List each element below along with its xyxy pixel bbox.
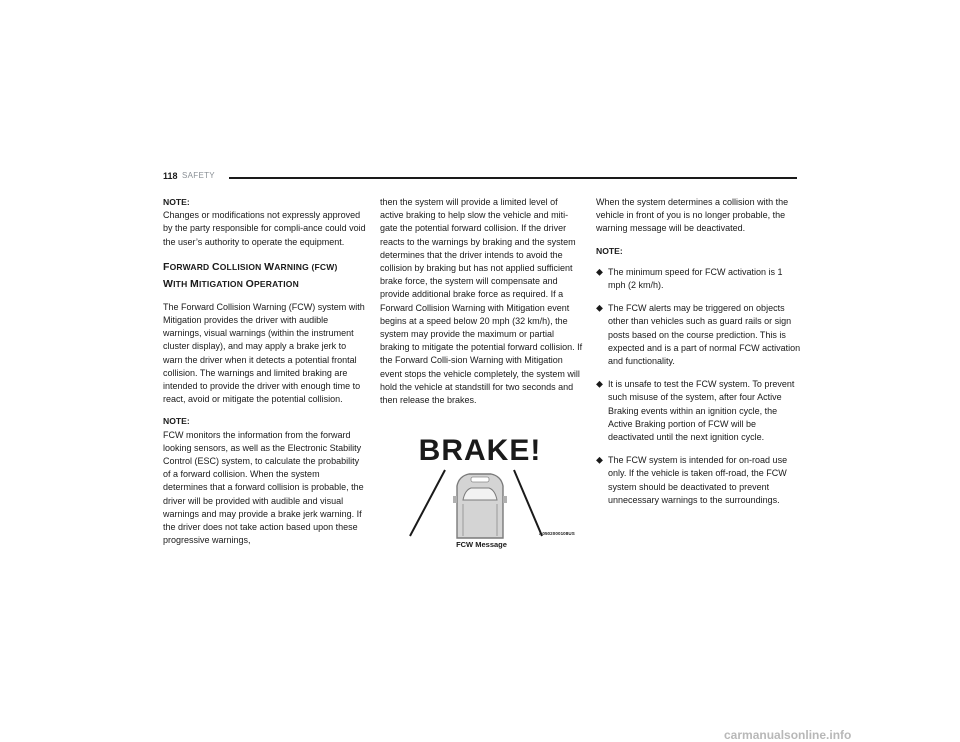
body-paragraph: then the system will provide a limited level of active braking to help slow the vehicle and miti-gate the potential forward collision. If the driver reacts to the warnings by braking and the system determines that the driver intends to avoid the collision by braking but has not applied sufficient brake force, the system will compensate and provide additional brake force as required. If a Forward Collision Warning with Mitigation event begins at a speed below 20 mph (32 km/h), the system may provide the maximum or partial braking to mitigate the potential forward collision. If the Forward Colli-sion Warning with Mitigation event stops the vehicle completely, the system will hold the vehicle at standstill for two seconds and then release the brakes. bbox=[380, 197, 583, 406]
page-header bbox=[163, 171, 797, 187]
car-mirror bbox=[471, 477, 489, 482]
figure-code: A0502000108US bbox=[539, 531, 575, 536]
column-right bbox=[596, 196, 801, 517]
section-heading bbox=[163, 259, 366, 293]
figure-caption: FCW Message bbox=[456, 540, 507, 549]
intro-paragraph: The Forward Collision Warning (FCW) system with Mitigation provides the driver with audible warnings, visual warnings (within the instrument cluster display), and may apply a brake jerk to warn the driver when it detects a potential frontal collision. The warnings and limited braking are intended to provide the driver with enough time to react, avoid or mitigate the potential collision. bbox=[163, 301, 365, 405]
list-item bbox=[596, 302, 801, 368]
list-item bbox=[596, 266, 801, 292]
list-item-text: The minimum speed for FCW activation is 1 mph (2 km/h). bbox=[608, 266, 783, 291]
page-number: 118 bbox=[163, 171, 178, 181]
column-middle bbox=[380, 196, 583, 416]
heading-char: O bbox=[245, 277, 255, 290]
heading-char: C bbox=[211, 260, 220, 273]
note-label: NOTE: bbox=[163, 197, 190, 207]
diamond-bullet-icon: ⬥ bbox=[596, 455, 603, 467]
fcw-message-figure bbox=[407, 426, 554, 551]
heading-char: W bbox=[264, 260, 275, 273]
car-mirror-right bbox=[503, 496, 507, 503]
car-mirror-left bbox=[453, 496, 457, 503]
heading-part: ITH bbox=[173, 278, 190, 289]
heading-char: M bbox=[189, 277, 199, 290]
list-item bbox=[596, 454, 801, 507]
list-item-text: The FCW alerts may be triggered on objects other than vehicles such as guard rails or sign posts based on the course prediction. This is expected and is a part of normal FCW activation and functionality. bbox=[608, 303, 801, 367]
diamond-bullet-icon: ⬥ bbox=[596, 266, 603, 278]
column-left bbox=[163, 196, 366, 556]
heading-part: PERATION bbox=[254, 278, 299, 289]
lane-line-left bbox=[410, 470, 445, 536]
body-paragraph: When the system determines a collision with the vehicle in front of you is no longer probable, the warning message will be deactivated. bbox=[596, 197, 789, 234]
note-label: NOTE: bbox=[596, 245, 623, 256]
car-illustration bbox=[407, 426, 554, 551]
header-rule bbox=[229, 177, 797, 179]
note-text: FCW monitors the information from the forward looking sensors, as well as the Electronic Stability Control (ESC) system, to calculate the probability of a forward collision. When the system determines that a forward collision is probable, the driver will be provided with audible and visual warnings and may provide a brake jerk warning. If the driver does not take action based upon these progressive warnings, bbox=[163, 429, 364, 546]
list-item bbox=[596, 378, 801, 444]
heading-char: F bbox=[163, 260, 170, 273]
lane-line-right bbox=[514, 470, 542, 536]
heading-part: ARNING (FCW) bbox=[274, 261, 338, 272]
list-item-text: It is unsafe to test the FCW system. To prevent such misuse of the system, after four Active Braking events within an ignition cycle, the Active Braking portion of FCW will be deactivated until the next ignition cycle. bbox=[608, 379, 795, 443]
note-text: Changes or modifications not expressly approved by the party responsible for compli-ance could void the user’s authority to operate the equipment. bbox=[163, 210, 366, 247]
watermark: carmanualsonline.info bbox=[724, 728, 852, 742]
heading-part: ITIGATION bbox=[198, 278, 246, 289]
section-title: SAFETY bbox=[182, 171, 215, 180]
heading-part: OLLISION bbox=[219, 261, 265, 272]
heading-char: W bbox=[163, 277, 174, 290]
diamond-bullet-icon: ⬥ bbox=[596, 379, 603, 391]
heading-part: ORWARD bbox=[169, 261, 212, 272]
list-item-text: The FCW system is intended for on-road use only. If the vehicle is taken off-road, the FCW system should be deactivated to prevent unnecessary warnings to the surroundings. bbox=[608, 455, 788, 505]
brake-text: BRAKE! bbox=[418, 434, 542, 467]
car-windshield bbox=[463, 488, 497, 500]
diamond-bullet-icon: ⬥ bbox=[596, 303, 603, 315]
note-label: NOTE: bbox=[163, 416, 190, 427]
car-body bbox=[457, 474, 503, 538]
note-bullet-list bbox=[596, 266, 801, 507]
